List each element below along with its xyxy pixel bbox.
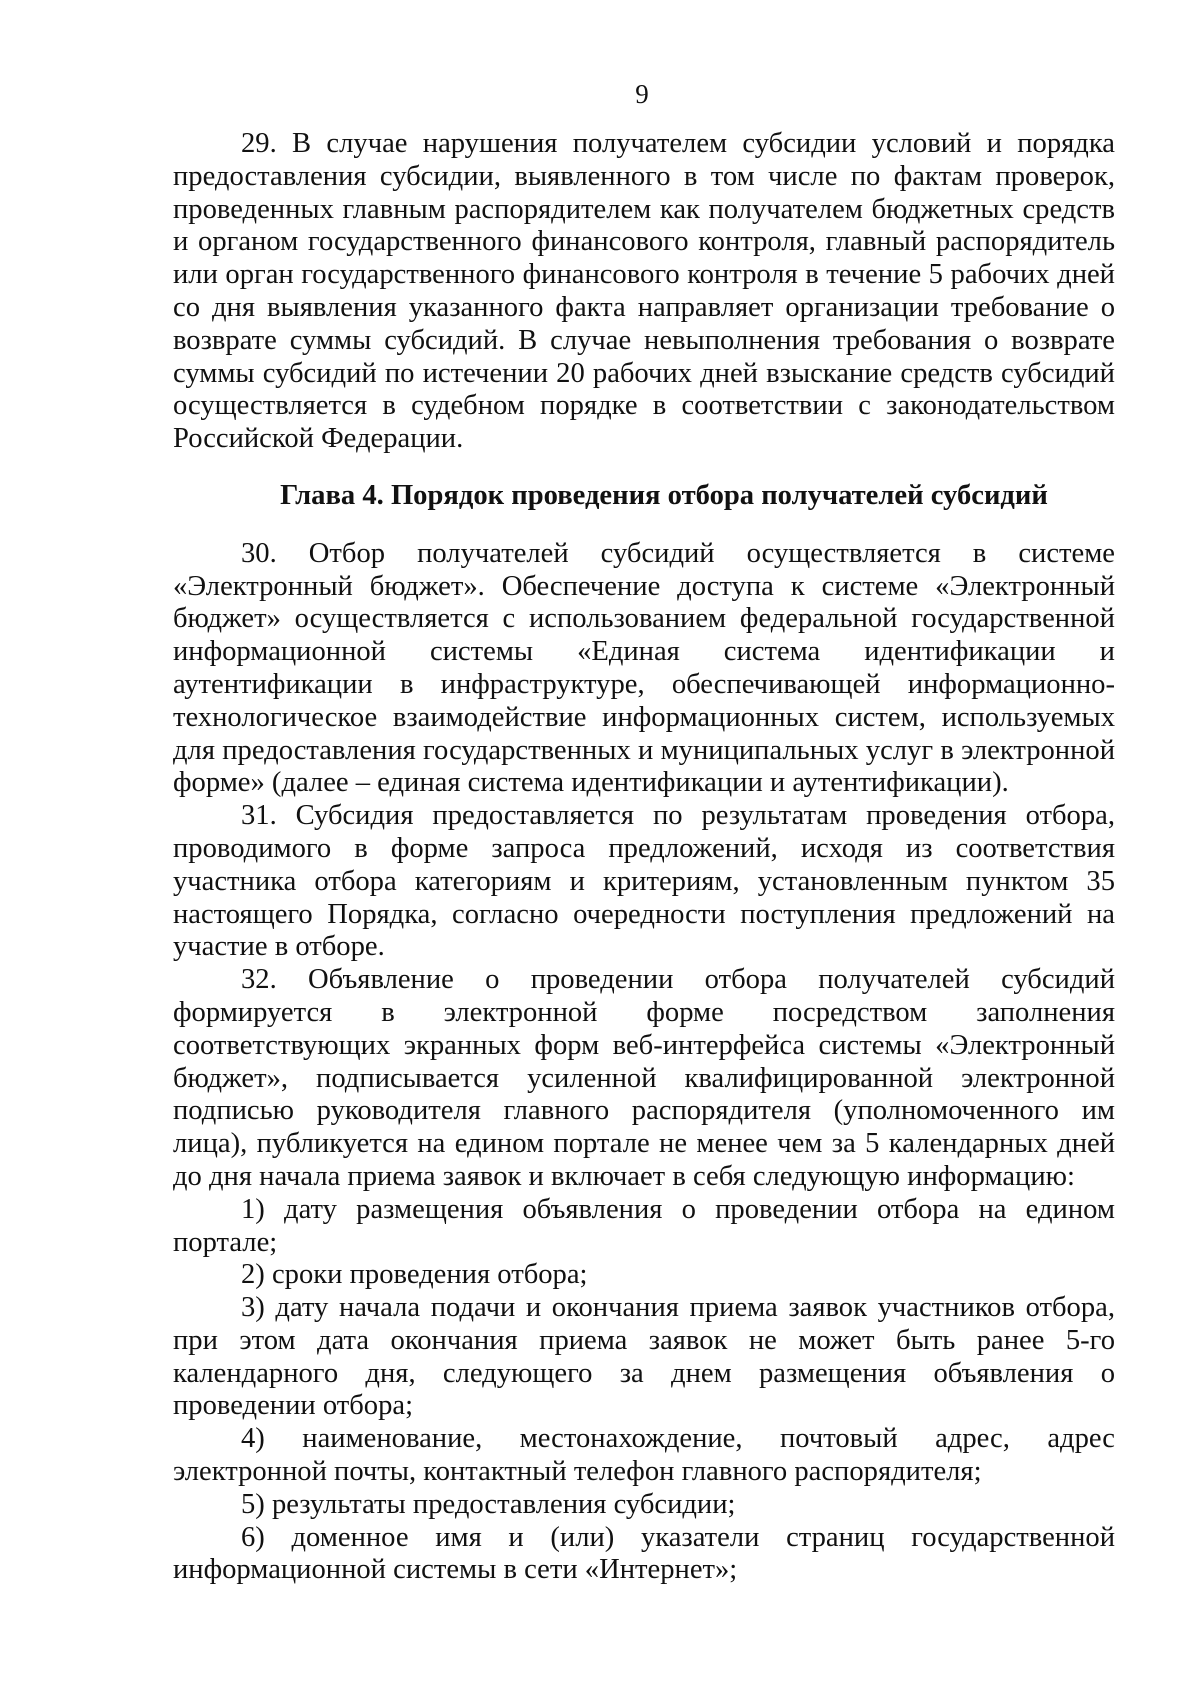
list-item-1: 1) дату размещения объявления о проведении отбора на едином портале; [173,1193,1115,1258]
paragraph-30: 30. Отбор получателей субсидий осуществляется в системе «Электронный бюджет». Обеспечение доступа к системе «Электронный бюджет» осуществляется с использованием федеральной государственной информационной системы «Единая система идентификации и аутентификации в инфраструктуре, обеспечивающей информационно-технологическое взаимодействие информационных систем, используемых для предоставления государственных и муниципальных услуг в электронной форме» (далее – единая система идентификации и аутентификации). [173,537,1115,799]
paragraph-29: 29. В случае нарушения получателем субсидии условий и порядка предоставления субсидии, выявленного в том числе по фактам проверок, проведенных главным распорядителем как получателем бюджетных средств и органом государственного финансового контроля, главный распорядитель или орган государственного финансового контроля в течение 5 рабочих дней со дня выявления указанного факта направляет организации требование о возврате суммы субсидий. В случае невыполнения требования о возврате суммы субсидий по истечении 20 рабочих дней взыскание средств субсидий осуществляется в судебном порядке в соответствии с законодательством Российской Федерации. [173,128,1115,455]
page-number: 9 [635,79,649,109]
list-item-5: 5) результаты предоставления субсидии; [241,1488,736,1520]
document-body [173,128,1115,1587]
chapter-heading: Глава 4. Порядок проведения отбора получателей субсидий [280,479,1048,511]
list-item-3: 3) дату начала подачи и окончания приема заявок участников отбора, при этом дата окончания приема заявок не может быть ранее 5-го календарного дня, следующего за днем размещения объявления о проведении отбора; [173,1292,1115,1422]
paragraph-31: 31. Субсидия предоставляется по результатам проведения отбора, проводимого в форме запроса предложений, исходя из соответствия участника отбора категориям и критериям, установленным пунктом 35 настоящего Порядка, согласно очередности поступления предложений на участие в отборе. [173,800,1115,963]
list-item-6: 6) доменное имя и (или) указатели страниц государственной информационной системы в сети «Интернет»; [173,1521,1115,1586]
list-item-2: 2) сроки проведения отбора; [241,1259,588,1291]
paragraph-32: 32. Объявление о проведении отбора получателей субсидий формируется в электронной форме посредством заполнения соответствующих экранных форм веб-интерфейса системы «Электронный бюджет», подписывается усиленной квалифицированной электронной подписью руководителя главного распорядителя (уполномоченного им лица), публикуется на едином портале не менее чем за 5 календарных дней до дня начала приема заявок и включает в себя следующую информацию: [173,964,1115,1192]
list-item-4: 4) наименование, местонахождение, почтовый адрес, адрес электронной почты, контактный телефон главного распорядителя; [173,1423,1115,1488]
